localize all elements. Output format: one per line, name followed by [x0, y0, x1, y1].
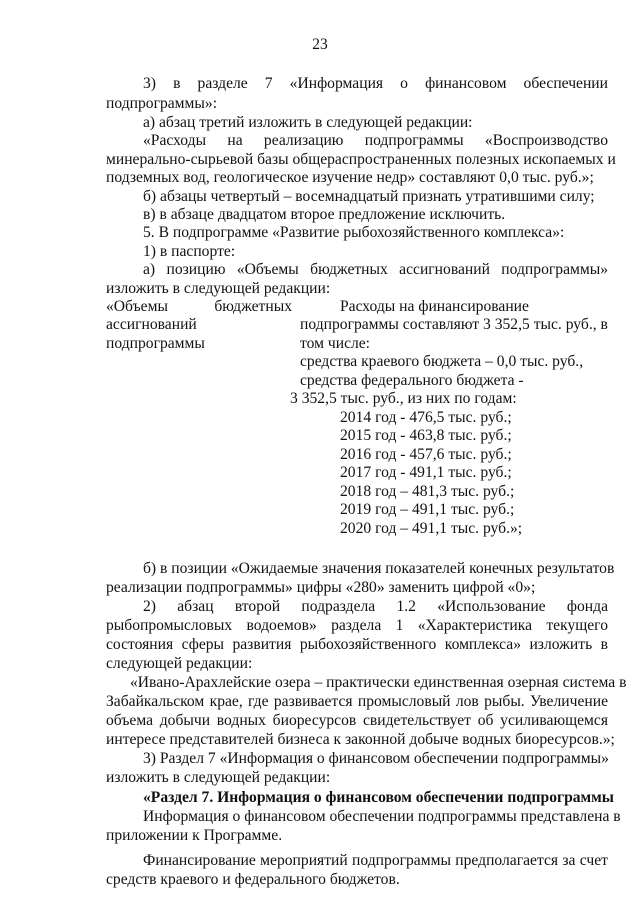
text-line: рыбопромысловых водоемов» раздела 1 «Характеристика текущего — [106, 617, 608, 634]
table-right-line: подпрограммы составляют 3 352,5 тыс. руб., в — [300, 316, 608, 333]
text-line: состояния сферы развития рыбохозяйственного комплекса» изложить в — [106, 636, 608, 653]
text-line: минерально-сырьевой базы общераспространенных полезных ископаемых и — [106, 151, 616, 168]
text-line: изложить в следующей редакции: — [106, 769, 331, 786]
text-line: в) в абзаце двадцатом второе предложение исключить. — [143, 206, 506, 223]
table-right-line: 3 352,5 тыс. руб., из них по годам: — [290, 390, 517, 407]
text-line: объема добычи водных биоресурсов свидетельствует об усиливающемся — [106, 712, 608, 729]
text-line: а) позицию «Объемы бюджетных ассигнований подпрограммы» — [143, 261, 608, 278]
year-line: 2019 год – 491,1 тыс. руб.; — [340, 501, 515, 518]
year-line: 2015 год - 463,8 тыс. руб.; — [340, 427, 512, 444]
text-line: следующей редакции: — [106, 655, 253, 672]
text-line: «Расходы на реализацию подпрограммы «Воспроизводство — [143, 132, 608, 149]
table-right-line: Расходы на финансирование — [340, 298, 529, 315]
year-line: 2016 год - 457,6 тыс. руб.; — [340, 446, 512, 463]
text-line: Информация о финансовом обеспечении подпрограммы представлена в — [143, 808, 621, 825]
text-line: Забайкальском крае, где развивается промысловый лов рыбы. Увеличение — [106, 693, 608, 710]
table-right-line: средства федерального бюджета - — [300, 372, 524, 389]
text-line: б) в позиции «Ожидаемые значения показателей конечных результатов — [143, 560, 615, 577]
text-line: 2) абзац второй подраздела 1.2 «Использование фонда — [143, 598, 608, 615]
text-line: а) абзац третий изложить в следующей редакции: — [143, 114, 473, 131]
table-right-line: средства краевого бюджета – 0,0 тыс. руб., — [300, 353, 584, 370]
text-line: подземных вод, геологическое изучение недр» составляют 0,0 тыс. руб.»; — [106, 169, 594, 186]
text-line: 3) в разделе 7 «Информация о финансовом обеспечении — [143, 75, 608, 92]
text-line: приложении к Программе. — [106, 827, 283, 844]
year-line: 2017 год - 491,1 тыс. руб.; — [340, 464, 512, 481]
table-left-cell: ассигнований — [106, 316, 197, 333]
text-line: средств краевого и федерального бюджетов. — [106, 871, 400, 888]
text-line: 5. В подпрограмме «Развитие рыбохозяйственного комплекса»: — [143, 224, 565, 241]
page-number: 23 — [312, 36, 328, 53]
text-line: интересе представителей бизнеса к законной добыче водных биоресурсов.»; — [106, 731, 615, 748]
text-line: реализации подпрограммы» цифры «280» заменить цифрой «0»; — [106, 579, 536, 596]
section-heading: «Раздел 7. Информация о финансовом обеспечении подпрограммы — [143, 789, 614, 806]
text-line: 3) Раздел 7 «Информация о финансовом обеспечении подпрограммы» — [143, 750, 609, 767]
table-right-line: том числе: — [300, 335, 371, 352]
year-line: 2018 год – 481,3 тыс. руб.; — [340, 483, 515, 500]
text-line: «Ивано-Арахлейские озера – практически единственная озерная система в — [130, 674, 627, 691]
text-line: 1) в паспорте: — [143, 243, 236, 260]
text-line: изложить в следующей редакции: — [106, 280, 331, 297]
year-line: 2020 год – 491,1 тыс. руб.»; — [340, 520, 523, 537]
year-line: 2014 год - 476,5 тыс. руб.; — [340, 409, 512, 426]
text-line: подпрограммы»: — [106, 95, 218, 112]
text-line: Финансирование мероприятий подпрограммы предполагается за счет — [143, 852, 608, 869]
table-left-cell: подпрограммы — [106, 335, 205, 352]
table-left-cell: «Объемы бюджетных — [106, 298, 292, 315]
text-line: б) абзацы четвертый – восемнадцатый признать утратившими силу; — [143, 188, 595, 205]
